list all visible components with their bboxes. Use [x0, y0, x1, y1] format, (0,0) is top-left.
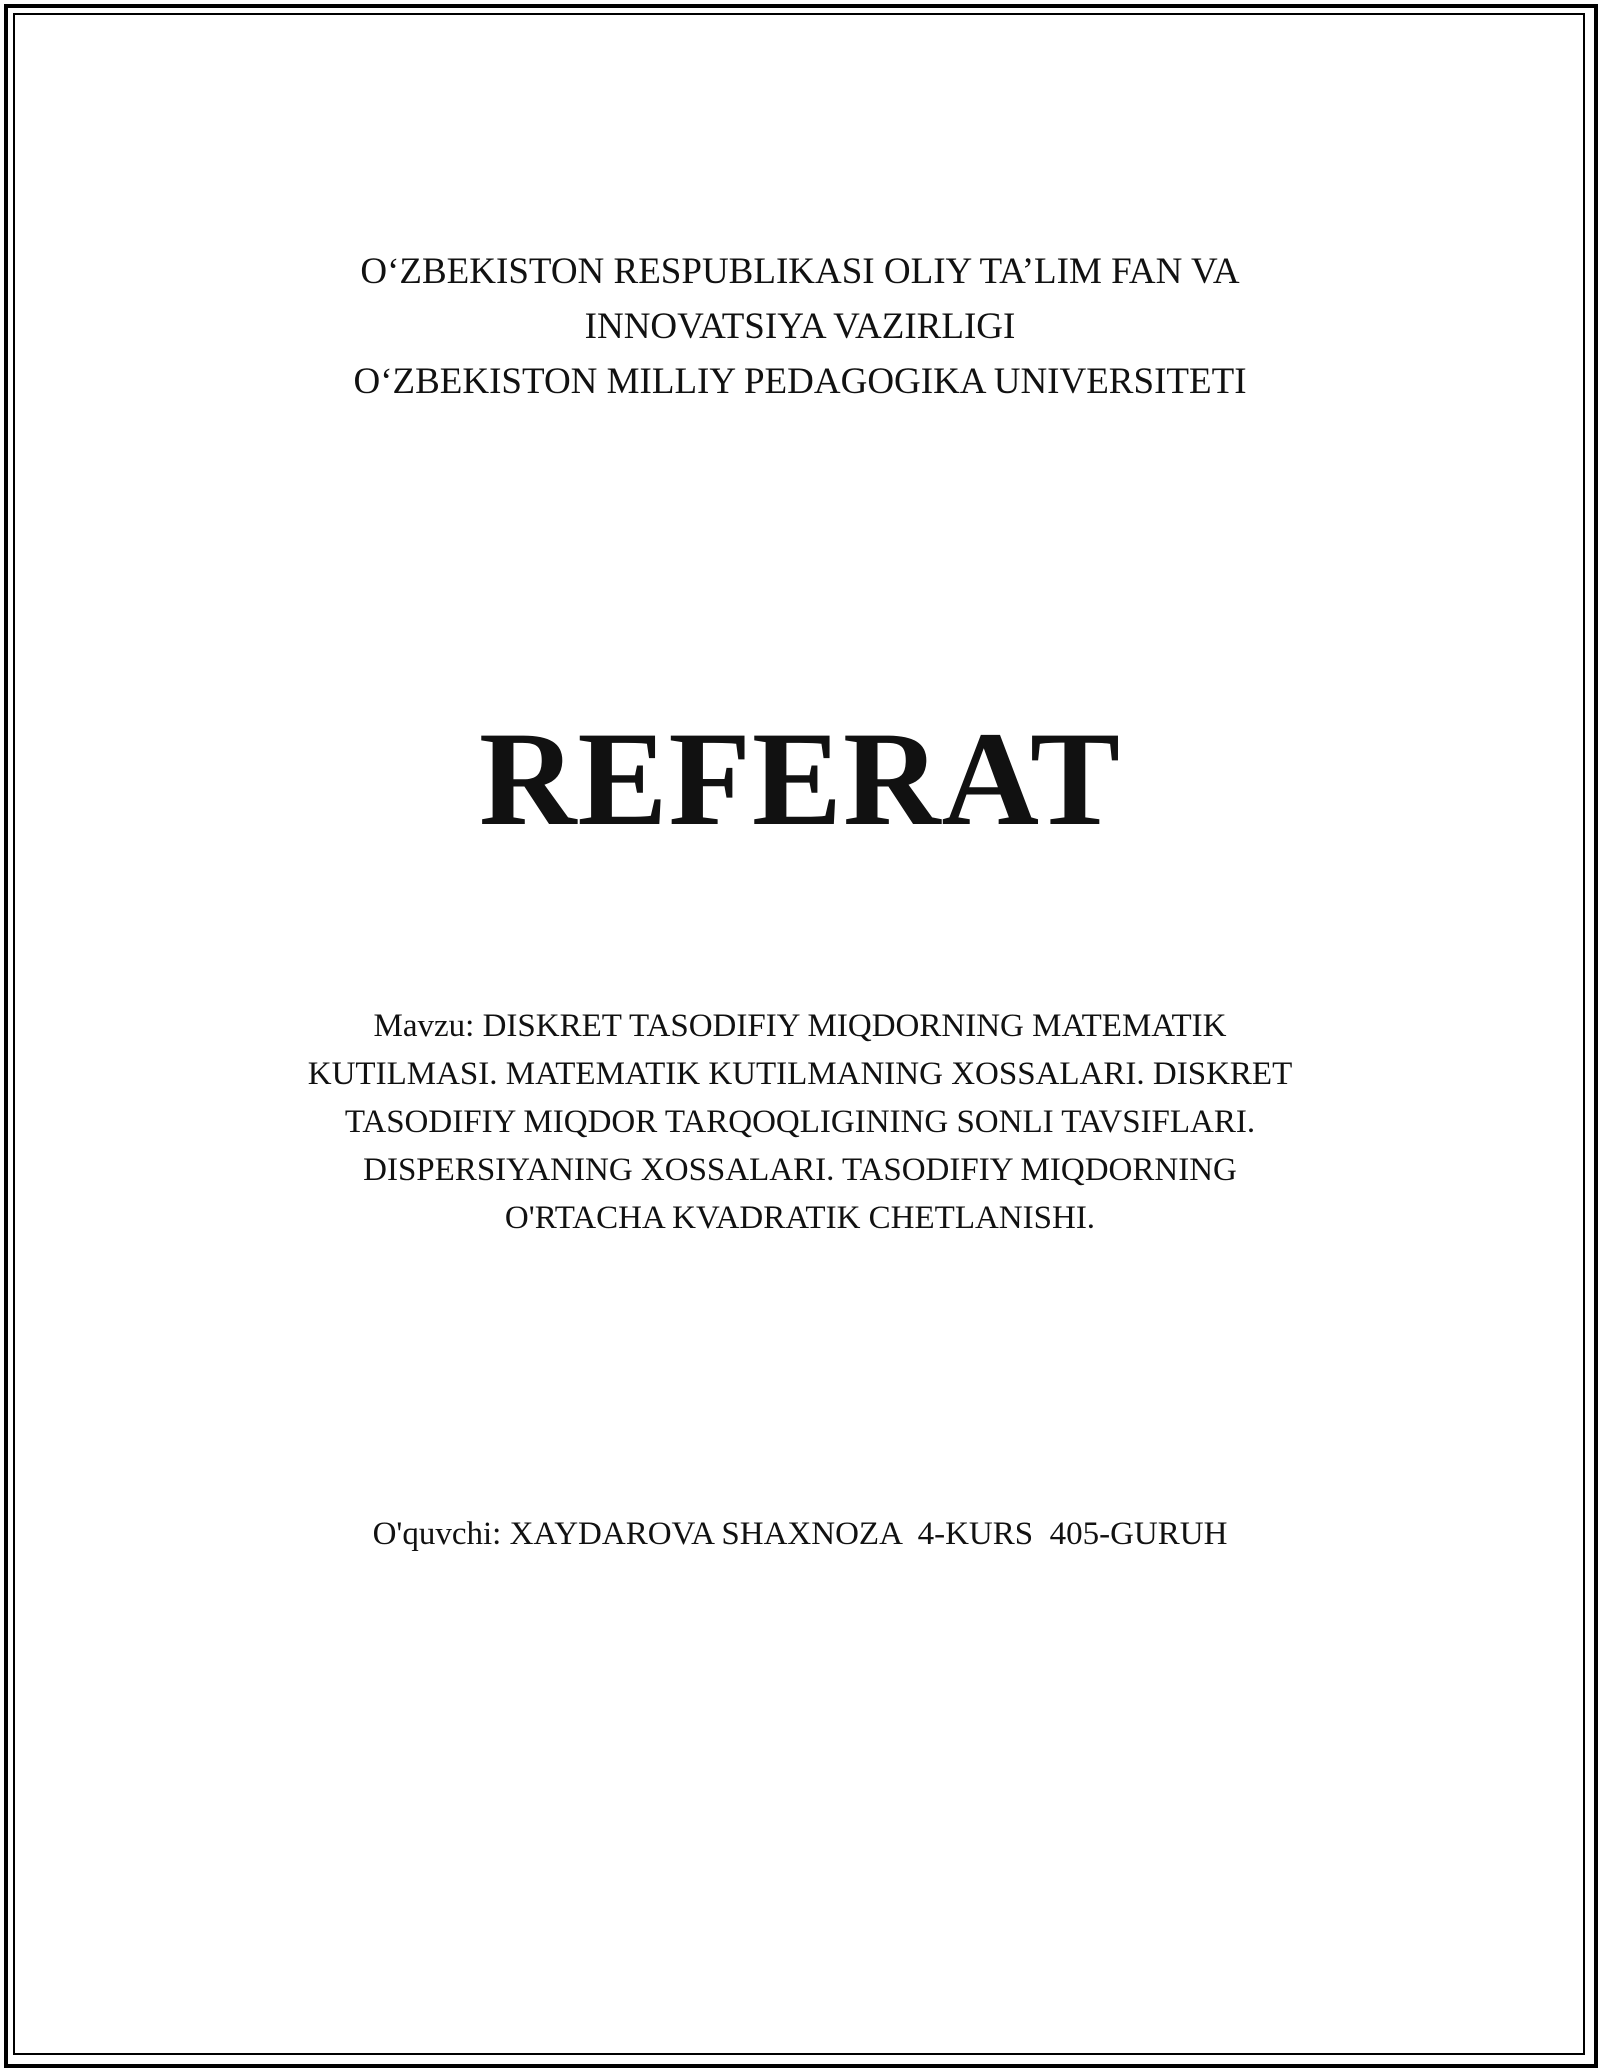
topic-line-2: KUTILMASI. MATEMATIK KUTILMANING XOSSALARI. DISKRET	[307, 1056, 1293, 1092]
topic-line-1: Mavzu: DISKRET TASODIFIY MIQDORNING MATEMATIK	[373, 1008, 1227, 1044]
topic-block	[230, 1002, 1370, 1242]
student-info: O'quvchi: XAYDAROVA SHAXNOZA 4-KURS 405-GURUH	[372, 1516, 1228, 1552]
topic-line-5: O'RTACHA KVADRATIK CHETLANISHI.	[504, 1200, 1096, 1236]
topic-line-4: DISPERSIYANING XOSSALARI. TASODIFIY MIQDORNING	[363, 1152, 1237, 1188]
document-title: REFERAT	[478, 705, 1122, 854]
ministry-header	[0, 244, 1600, 409]
ministry-line-2: INNOVATSIYA VAZIRLIGI	[584, 306, 1016, 347]
ministry-line-1: O‘ZBEKISTON RESPUBLIKASI OLIY TA’LIM FAN VA	[360, 251, 1240, 292]
university-name: O‘ZBEKISTON MILLIY PEDAGOGIKA UNIVERSITETI	[353, 361, 1247, 402]
topic-line-3: TASODIFIY MIQDOR TARQOQLIGINING SONLI TAVSIFLARI.	[344, 1104, 1256, 1140]
